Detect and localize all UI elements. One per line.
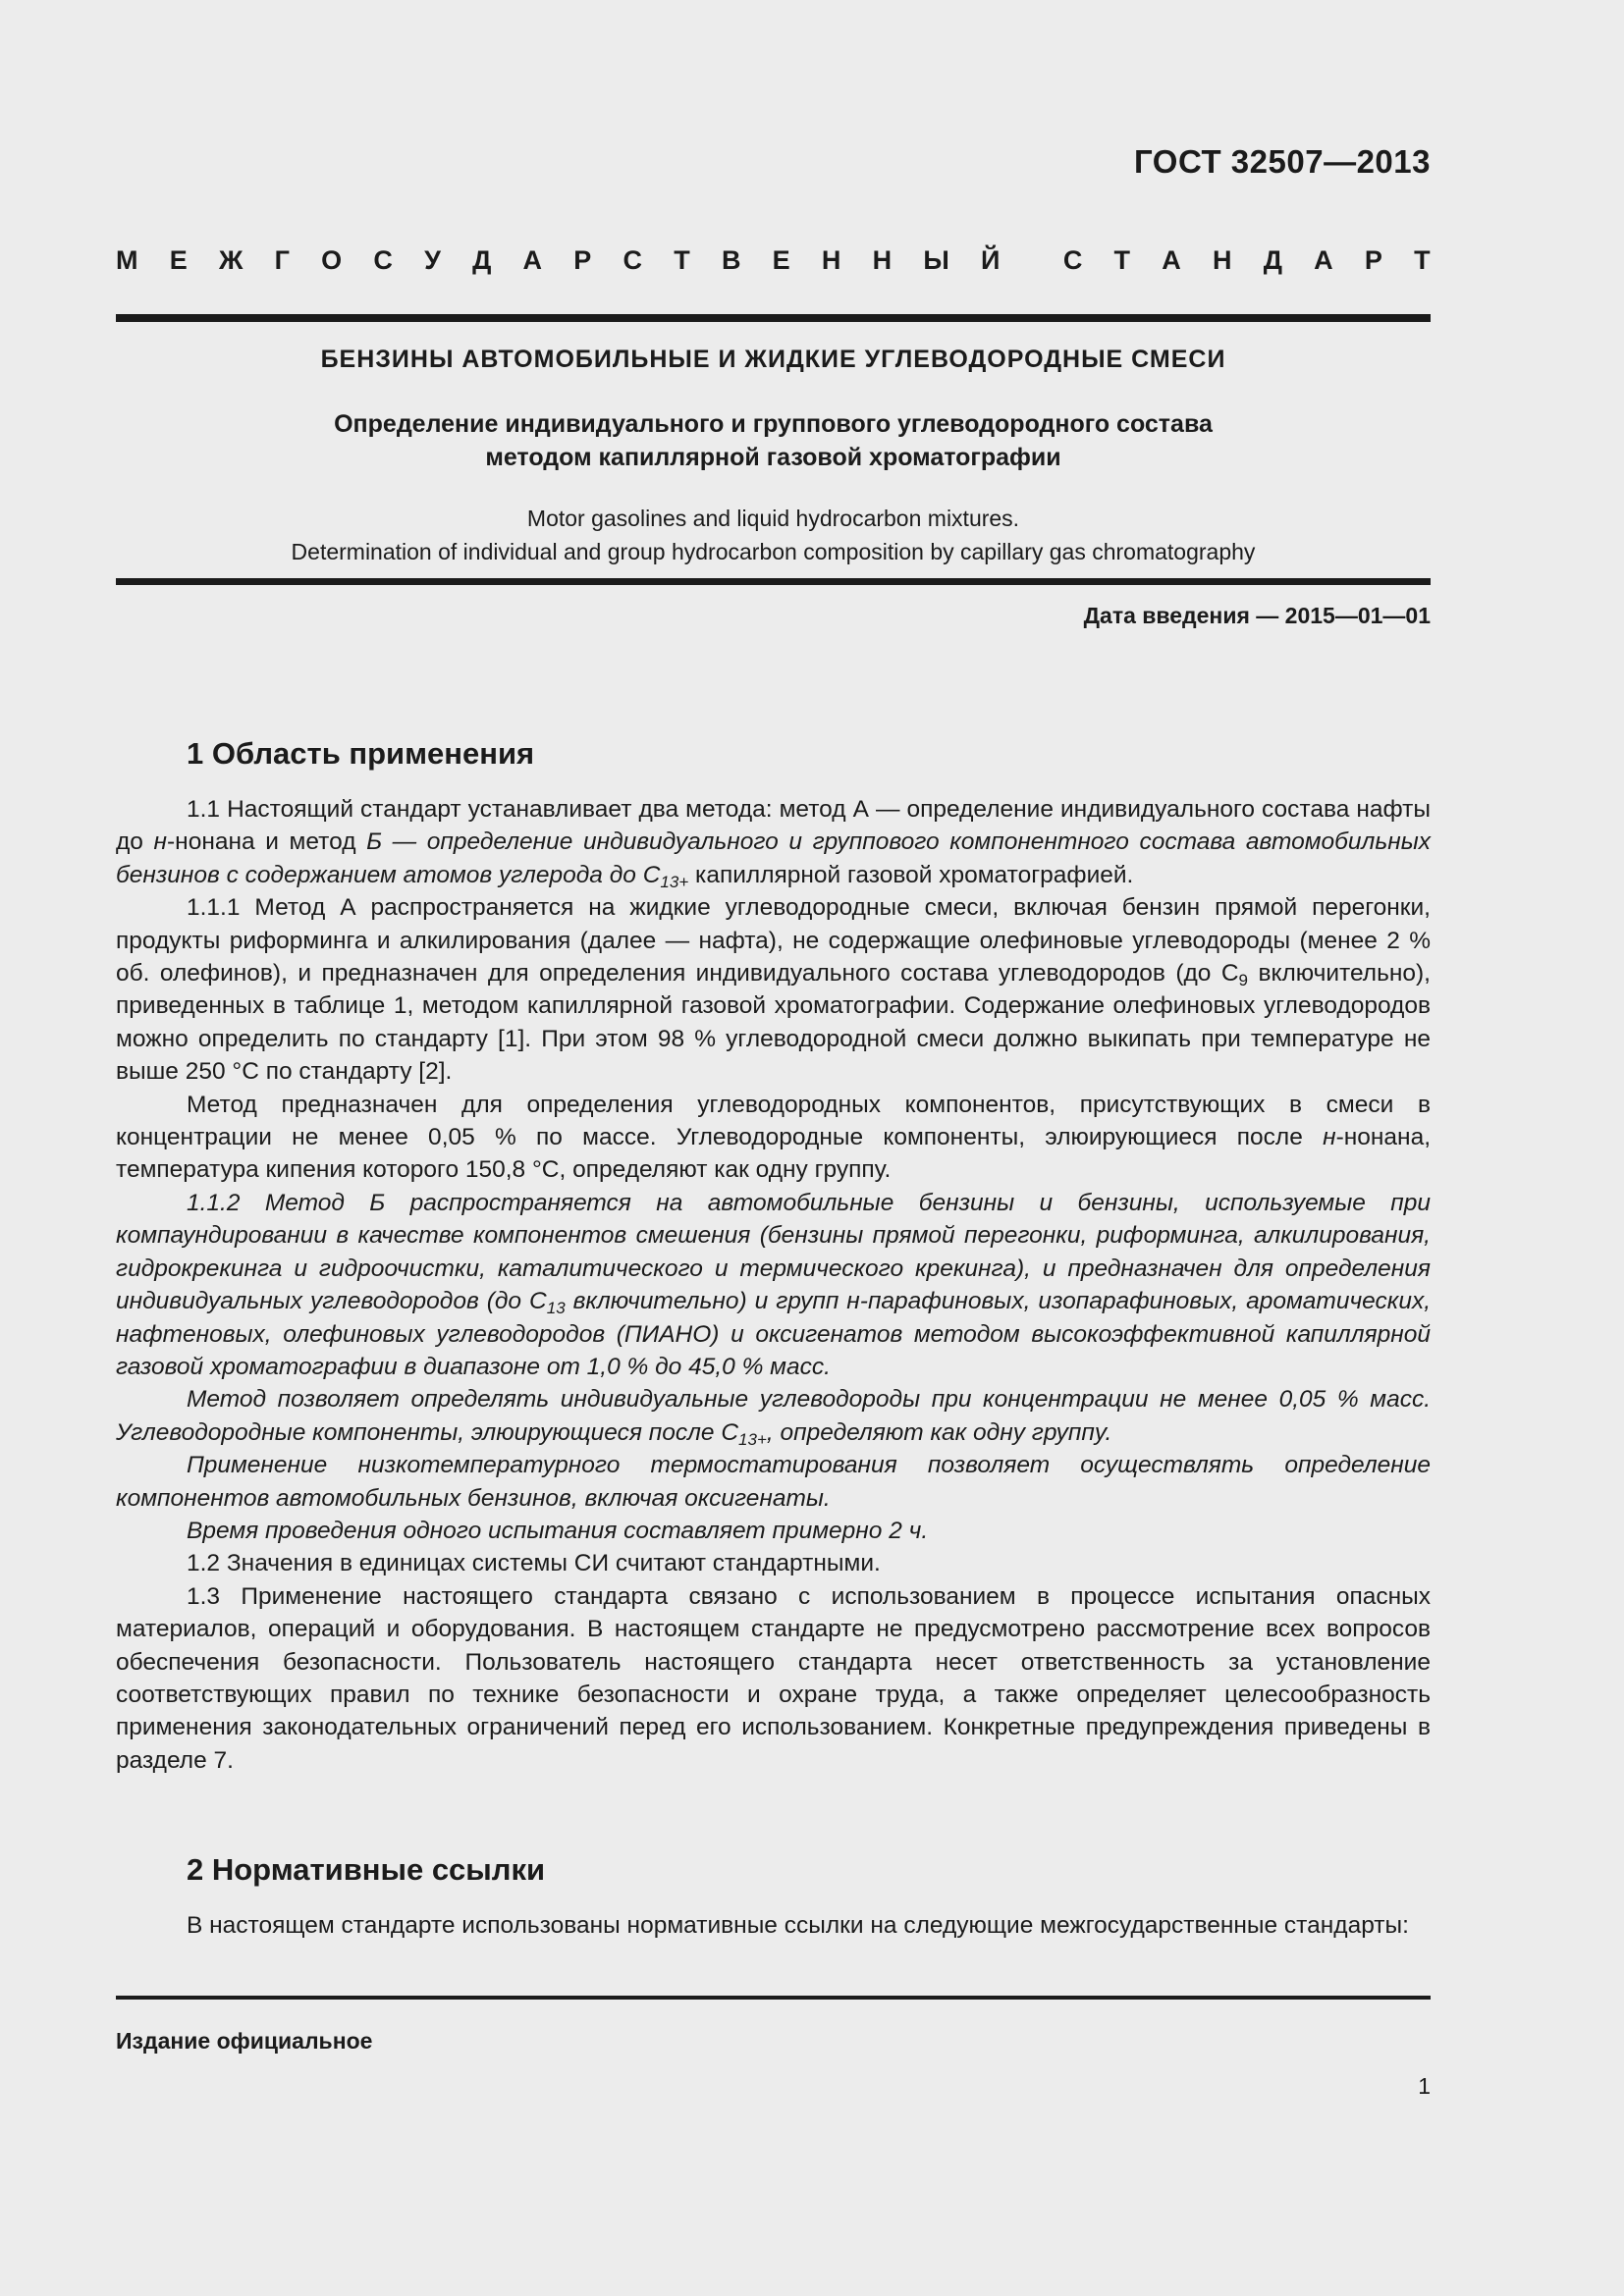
interstate-letter: Т <box>674 245 690 275</box>
page-number: 1 <box>1418 2073 1431 2099</box>
interstate-letter: С <box>623 245 642 275</box>
interstate-letter: Р <box>1364 245 1382 275</box>
interstate-letter: С <box>1062 245 1083 275</box>
paragraph: Метод позволяет определять индивидуальные углеводороды при концентрации не менее 0,05 % масс. Углеводородные компоненты, элюирующиеся после $С_{13+}$, определяют как одну группу. <box>116 1386 1431 1449</box>
official-edition-label: Издание официальное <box>116 2028 373 2054</box>
document-page <box>116 0 1431 2296</box>
gost-number: ГОСТ 32507—2013 <box>1134 143 1431 180</box>
interstate-letter: Н <box>821 245 841 275</box>
top-divider <box>116 314 1431 322</box>
english-title-line: Determination of individual and group hydrocarbon composition by capillary gas chromatography <box>291 539 1256 564</box>
interstate-letter: М <box>116 245 138 275</box>
interstate-letter: Е <box>772 245 790 275</box>
paragraph: Время проведения одного испытания составляет примерно 2 ч. <box>187 1517 929 1544</box>
section-heading-normative-references: 2 Нормативные ссылки <box>187 1852 546 1887</box>
interstate-letter: У <box>424 245 441 275</box>
paragraph: 1.1.2 Метод Б распространяется на автомобильные бензины и бензины, используемые при компаундировании в качестве компонентов смешения (бензины прямой перегонки, риформинга, алкилирования, гидрокрекинга и гидроочистки, каталитического и термического крекинга), и предназначен для определения индивидуальных углеводородов (до $С_{13}$ включительно) и групп н-парафиновых, изопарафиновых, ароматических, нафтеновых, олефиновых углеводородов (ПИАНО) и оксигенатов методом высокоэффективной капиллярной газовой хроматографии в диапазоне от 1,0 % до 45,0 % масс. <box>116 1189 1431 1380</box>
paragraph: 1.3 Применение настоящего стандарта связано с использованием в процессе испытания опасных материалов, операций и оборудования. В настоящем стандарте не предусмотрено рассмотрение всех вопросов обеспечения безопасности. Пользователь настоящего стандарта несет ответственность за установление соответствующих правил по технике безопасности и охране труда, а также определяет целесообразность применения законодательных ограничений перед его использованием. Конкретные предупреждения приведены в разделе 7. <box>116 1582 1431 1774</box>
section-1-body <box>116 793 1431 1777</box>
interstate-standard-heading <box>116 245 1431 276</box>
section-heading-scope: 1 Область применения <box>187 736 535 771</box>
interstate-letter: А <box>1314 245 1333 275</box>
interstate-letter: В <box>721 245 741 275</box>
english-title-line: Motor gasolines and liquid hydrocarbon mixtures. <box>526 506 1020 531</box>
interstate-letter: А <box>522 245 543 275</box>
footer-divider <box>116 1996 1431 2000</box>
interstate-letter: Е <box>169 245 188 275</box>
paragraph: 1.1.1 Метод А распространяется на жидкие углеводородные смеси, включая бензин прямой перегонки, продукты риформинга и алкилирования (далее — нафта), не содержащие олефиновые углеводороды (менее 2 % об. олефинов), и предназначен для определения индивидуального состава углеводородов (до $С_9$ включительно), приведенных в таблице 1, методом капиллярной газовой хроматографии. Содержание олефиновых углеводородов можно определить по стандарту [1]. При этом 98 % углеводородной смеси должно выкипать при температуре не выше 250 °С по стандарту [2]. <box>116 894 1431 1086</box>
interstate-letter: Н <box>1212 245 1232 275</box>
paragraph: 1.2 Значения в единицах системы СИ считают стандартными. <box>187 1550 881 1577</box>
interstate-letter: А <box>1162 245 1181 275</box>
paragraph: В настоящем стандарте использованы нормативные ссылки на следующие межгосударственные стандарты: <box>187 1912 1409 1939</box>
paragraph: Метод предназначен для определения углеводородных компонентов, присутствующих в смеси в концентрации не менее 0,05 % по массе. Углеводородные компоненты, элюирующиеся после н-нонана, температура кипения которого 150,8 °С, определяют как одну группу. <box>116 1091 1431 1184</box>
interstate-letter: О <box>321 245 343 275</box>
section-2-body <box>116 1909 1431 1942</box>
interstate-letter: Д <box>472 245 492 275</box>
interstate-letter: Ы <box>923 245 949 275</box>
interstate-letter: Д <box>1263 245 1282 275</box>
interstate-letter: Ж <box>218 245 244 275</box>
document-subtitle <box>116 407 1431 474</box>
paragraph: 1.1 Настоящий стандарт устанавливает два метода: метод А — определение индивидуального состава нафты до н-нонана и метод Б — определение индивидуального и группового компонентного состава автомобильных бензинов с содержанием атомов углерода до $С_{13+}$ капиллярной газовой хроматографией. <box>116 796 1432 891</box>
interstate-letter: Й <box>980 245 1001 275</box>
title-divider <box>116 578 1431 585</box>
interstate-letter: Н <box>872 245 893 275</box>
interstate-letter: Т <box>1414 245 1431 275</box>
introduction-date: Дата введения — 2015—01—01 <box>1083 603 1431 628</box>
interstate-letter: Р <box>573 245 592 275</box>
interstate-letter: Т <box>1113 245 1131 275</box>
interstate-letter: Г <box>274 245 290 275</box>
subtitle-line: Определение индивидуального и группового углеводородного состава <box>334 410 1213 438</box>
subtitle-line: методом капиллярной газовой хроматографии <box>485 444 1061 471</box>
interstate-letter: С <box>373 245 393 275</box>
document-title: БЕНЗИНЫ АВТОМОБИЛЬНЫЕ И ЖИДКИЕ УГЛЕВОДОРОДНЫЕ СМЕСИ <box>320 346 1226 373</box>
paragraph: Применение низкотемпературного термостатирования позволяет осуществлять определение компонентов автомобильных бензинов, включая оксигенаты. <box>116 1452 1431 1512</box>
english-title <box>116 502 1431 568</box>
